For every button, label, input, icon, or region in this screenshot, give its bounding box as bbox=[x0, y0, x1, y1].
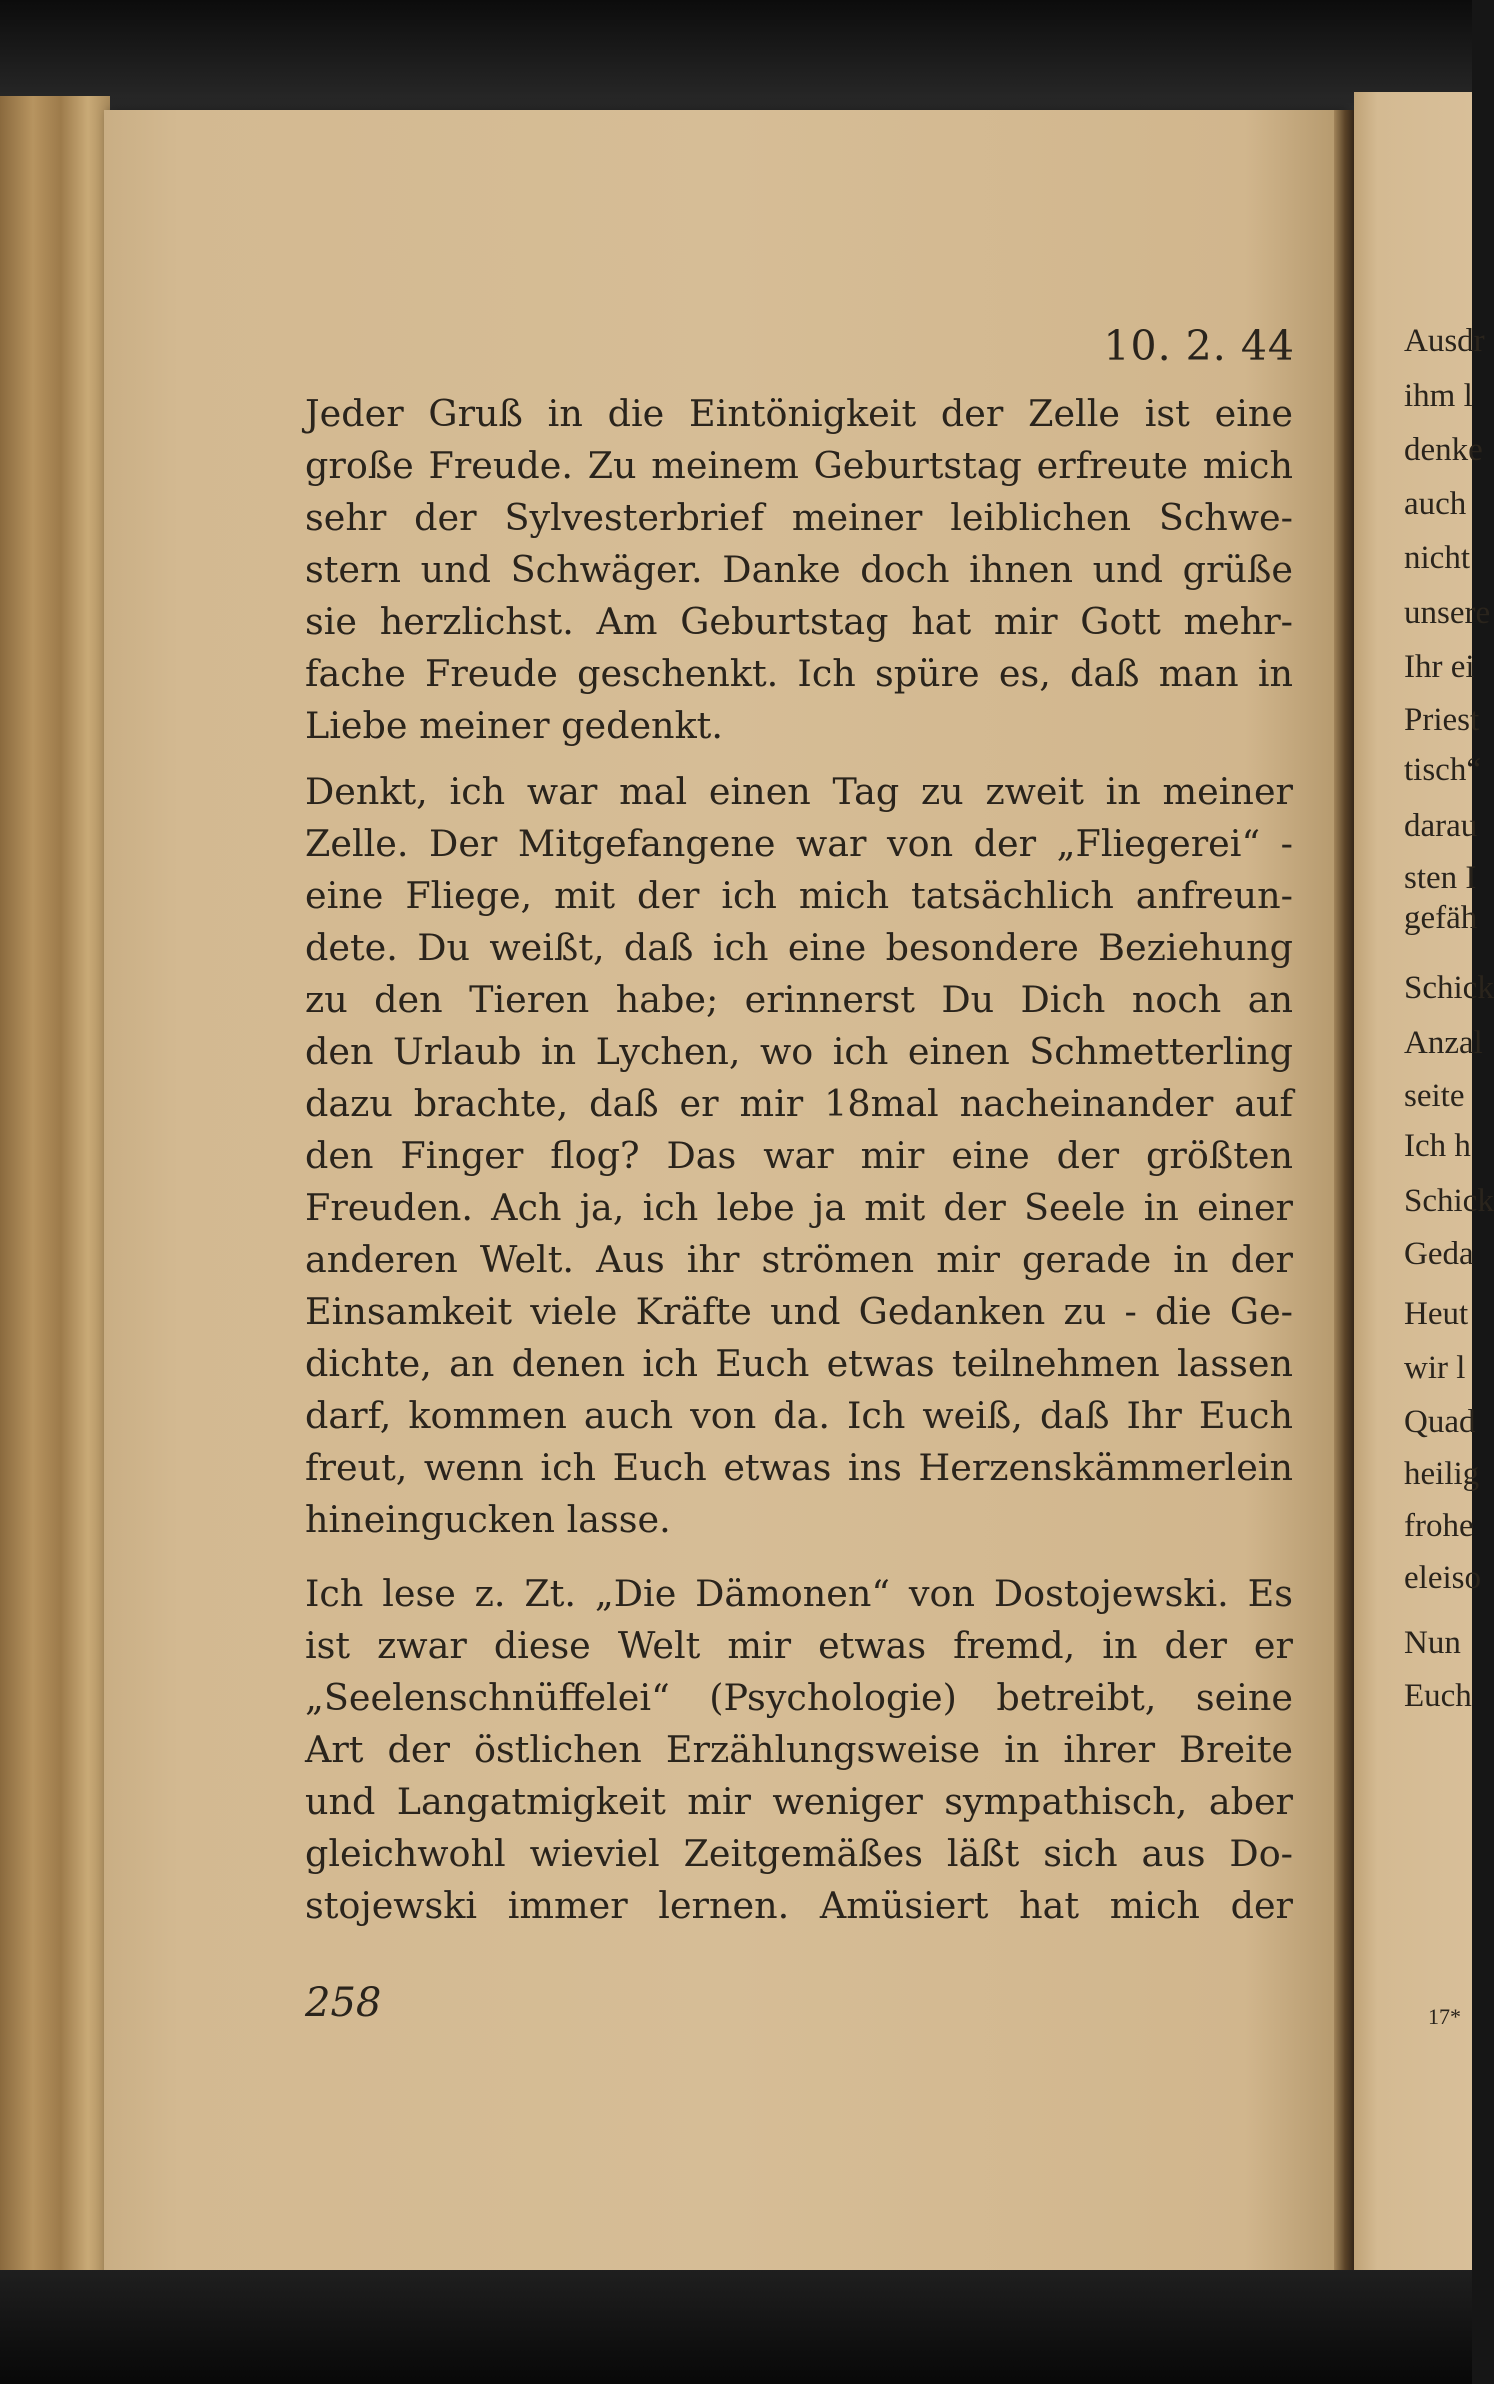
right-fragment: Anzal bbox=[1404, 1025, 1483, 1061]
right-fragment: Priest bbox=[1404, 702, 1480, 738]
text-line: freut, wenn ich Euch etwas ins Herzenskämmerlein bbox=[305, 1446, 1293, 1489]
right-fragment: Ausdr bbox=[1404, 323, 1485, 359]
right-fragment: Geda bbox=[1404, 1236, 1474, 1272]
text-line: fache Freude geschenkt. Ich spüre es, daß man in bbox=[305, 652, 1293, 695]
right-fragment: Schick bbox=[1404, 970, 1494, 1006]
right-fragment: Ihr ei bbox=[1404, 649, 1475, 685]
paragraph-1 bbox=[305, 388, 1293, 752]
text-line: dazu brachte, daß er mir 18mal nacheinander auf bbox=[305, 1082, 1293, 1125]
book-gutter bbox=[1334, 110, 1356, 2282]
text-line: stojewski immer lernen. Amüsiert hat mich der bbox=[305, 1884, 1293, 1927]
right-fragment: ihm l bbox=[1404, 378, 1473, 414]
right-fragment: Ich h bbox=[1404, 1128, 1471, 1164]
text-line: stern und Schwäger. Danke doch ihnen und grüße bbox=[305, 548, 1293, 591]
right-fragment: tisch“ bbox=[1404, 752, 1481, 788]
scan-background-bottom bbox=[0, 2270, 1472, 2384]
right-fragment: Schick bbox=[1404, 1183, 1494, 1219]
left-page-number: 258 bbox=[305, 1980, 382, 2026]
text-line: gleichwohl wieviel Zeitgemäßes läßt sich aus Do- bbox=[305, 1832, 1293, 1875]
right-fragment: darau bbox=[1404, 808, 1478, 844]
text-line: Einsamkeit viele Kräfte und Gedanken zu - die Ge- bbox=[305, 1290, 1293, 1333]
right-fragment: eleiso bbox=[1404, 1560, 1481, 1596]
text-line: dichte, an denen ich Euch etwas teilnehmen lassen bbox=[305, 1342, 1293, 1385]
text-line: den Finger flog? Das war mir eine der größten bbox=[305, 1134, 1293, 1177]
right-fragment: denke bbox=[1404, 432, 1483, 468]
right-page-number: 17* bbox=[1428, 2004, 1461, 2029]
text-line: dete. Du weißt, daß ich eine besondere Beziehung bbox=[305, 926, 1293, 969]
text-line: Zelle. Der Mitgefangene war von der „Fliegerei“ - bbox=[305, 822, 1293, 865]
text-line: darf, kommen auch von da. Ich weiß, daß Ihr Euch bbox=[305, 1394, 1293, 1437]
right-fragment: seite bbox=[1404, 1078, 1465, 1114]
text-line: Art der östlichen Erzählungsweise in ihrer Breite bbox=[305, 1728, 1293, 1771]
right-fragment: heilig bbox=[1404, 1456, 1480, 1492]
text-line: den Urlaub in Lychen, wo ich einen Schmetterling bbox=[305, 1030, 1293, 1073]
right-fragment: gefäh bbox=[1404, 900, 1478, 936]
text-line: „Seelenschnüffelei“ (Psychologie) betreibt, seine bbox=[305, 1676, 1293, 1719]
scan-background-top bbox=[0, 0, 1472, 112]
paragraph-2 bbox=[305, 766, 1293, 1546]
text-line: große Freude. Zu meinem Geburtstag erfreute mich bbox=[305, 444, 1293, 487]
text-line: und Langatmigkeit mir weniger sympathisch, aber bbox=[305, 1780, 1293, 1823]
text-line: Jeder Gruß in die Eintönigkeit der Zelle ist eine bbox=[305, 392, 1293, 435]
text-line: sehr der Sylvesterbrief meiner leiblichen Schwe- bbox=[305, 496, 1293, 539]
text-line: ist zwar diese Welt mir etwas fremd, in der er bbox=[305, 1624, 1293, 1667]
right-fragment: nicht bbox=[1404, 540, 1470, 576]
text-line: eine Fliege, mit der ich mich tatsächlich anfreun- bbox=[305, 874, 1293, 917]
text-line: Freuden. Ach ja, ich lebe ja mit der Seele in einer bbox=[305, 1186, 1293, 1229]
right-fragment: Nun bbox=[1404, 1625, 1461, 1661]
text-line: Liebe meiner gedenkt. bbox=[305, 704, 723, 747]
right-fragment: Euch bbox=[1404, 1678, 1472, 1714]
right-fragment: wir l bbox=[1404, 1350, 1466, 1386]
right-fragment: Quad bbox=[1404, 1404, 1476, 1440]
right-fragment: Heut bbox=[1404, 1296, 1469, 1332]
letter-date: 10. 2. 44 bbox=[1103, 322, 1295, 370]
text-line: Ich lese z. Zt. „Die Dämonen“ von Dostojewski. Es bbox=[305, 1572, 1293, 1615]
book-cover-edge bbox=[0, 96, 110, 2296]
text-line: Denkt, ich war mal einen Tag zu zweit in meiner bbox=[305, 770, 1293, 813]
text-line: anderen Welt. Aus ihr strömen mir gerade in der bbox=[305, 1238, 1293, 1281]
right-fragment: sten I bbox=[1404, 860, 1477, 896]
text-line: zu den Tieren habe; erinnerst Du Dich noch an bbox=[305, 978, 1293, 1021]
right-fragment: auch bbox=[1404, 486, 1467, 522]
right-fragment: unsere bbox=[1404, 595, 1491, 631]
text-line: hineingucken lasse. bbox=[305, 1498, 671, 1541]
right-fragment: frohe bbox=[1404, 1508, 1474, 1544]
paragraph-3 bbox=[305, 1568, 1293, 1932]
text-line: sie herzlichst. Am Geburtstag hat mir Gott mehr- bbox=[305, 600, 1293, 643]
